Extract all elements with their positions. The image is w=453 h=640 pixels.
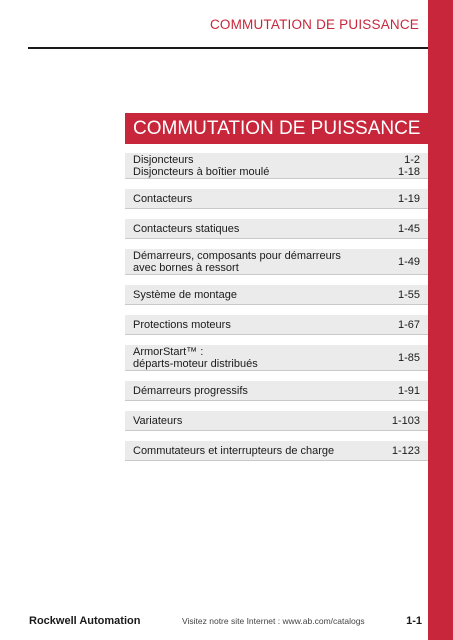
- toc-entry-pages: [398, 289, 420, 301]
- toc-entry-pages: [398, 193, 420, 205]
- toc-page-number: 1-18: [397, 165, 420, 178]
- table-of-contents: [125, 153, 428, 471]
- toc-entry-labels: [133, 445, 334, 457]
- toc-entry-labels: [133, 319, 231, 331]
- toc-entry-label: Variateurs: [133, 414, 183, 427]
- toc-row[interactable]: [125, 315, 428, 335]
- toc-row[interactable]: [125, 381, 428, 401]
- toc-row[interactable]: [125, 285, 428, 305]
- toc-row[interactable]: [125, 219, 428, 239]
- toc-page-number: 1-85: [397, 351, 420, 364]
- toc-entry-labels: [133, 223, 239, 235]
- toc-page-number: 1-123: [391, 444, 420, 457]
- footer-website[interactable]: Visitez notre site Internet : www.ab.com/catalogs: [182, 616, 365, 626]
- header-divider: [28, 47, 428, 49]
- toc-page-number: 1-45: [397, 222, 420, 235]
- toc-entry-label: Protections moteurs: [133, 318, 231, 331]
- toc-entry-label: avec bornes à ressort: [133, 261, 239, 274]
- toc-entry-labels: [133, 415, 182, 427]
- toc-entry-label: Commutateurs et interrupteurs de charge: [133, 444, 335, 457]
- toc-entry-pages: [392, 445, 420, 457]
- toc-entry-pages: [398, 385, 420, 397]
- toc-entry-labels: [133, 346, 258, 370]
- toc-entry-label: Démarreurs progressifs: [133, 384, 248, 397]
- toc-entry-label: Système de montage: [133, 288, 237, 301]
- toc-entry-labels: [133, 193, 192, 205]
- toc-entry-labels: [133, 154, 269, 178]
- toc-page-number: 1-19: [397, 192, 420, 205]
- toc-entry-pages: [398, 256, 420, 268]
- side-tab-bar: [428, 0, 453, 640]
- toc-page-number: 1-55: [397, 288, 420, 301]
- toc-entry-labels: [133, 385, 248, 397]
- footer-brand: Rockwell Automation: [29, 615, 141, 627]
- toc-row[interactable]: [125, 345, 428, 371]
- toc-entry-label: Disjoncteurs: [133, 153, 194, 166]
- toc-entry-label: Disjoncteurs à boîtier moulé: [133, 165, 270, 178]
- page-number: 1-1: [406, 615, 422, 627]
- section-title-banner: [125, 113, 428, 144]
- toc-entry-pages: [398, 352, 420, 364]
- running-header: COMMUTATION DE PUISSANCE: [209, 17, 419, 32]
- toc-page-number: 1-49: [397, 255, 420, 268]
- toc-entry-label: ArmorStart™ :: [133, 345, 204, 358]
- toc-page-number: 1-2: [404, 153, 420, 166]
- toc-row[interactable]: [125, 411, 428, 431]
- toc-entry-labels: [133, 250, 341, 274]
- toc-row[interactable]: [125, 441, 428, 461]
- toc-page-number: 1-103: [391, 414, 420, 427]
- toc-page-number: 1-91: [397, 384, 420, 397]
- toc-entry-labels: [133, 289, 237, 301]
- toc-entry-label: départs-moteur distribués: [133, 357, 258, 370]
- toc-entry-pages: [398, 154, 420, 178]
- toc-entry-label: Démarreurs, composants pour démarreurs: [133, 249, 341, 262]
- toc-entry-pages: [392, 415, 420, 427]
- toc-entry-pages: [398, 319, 420, 331]
- toc-row[interactable]: [125, 189, 428, 209]
- toc-page-number: 1-67: [397, 318, 420, 331]
- toc-row[interactable]: [125, 153, 428, 179]
- section-title: COMMUTATION DE PUISSANCE: [133, 117, 421, 139]
- toc-entry-label: Contacteurs statiques: [133, 222, 240, 235]
- toc-row[interactable]: [125, 249, 428, 275]
- toc-entry-pages: [398, 223, 420, 235]
- toc-entry-label: Contacteurs: [133, 192, 193, 205]
